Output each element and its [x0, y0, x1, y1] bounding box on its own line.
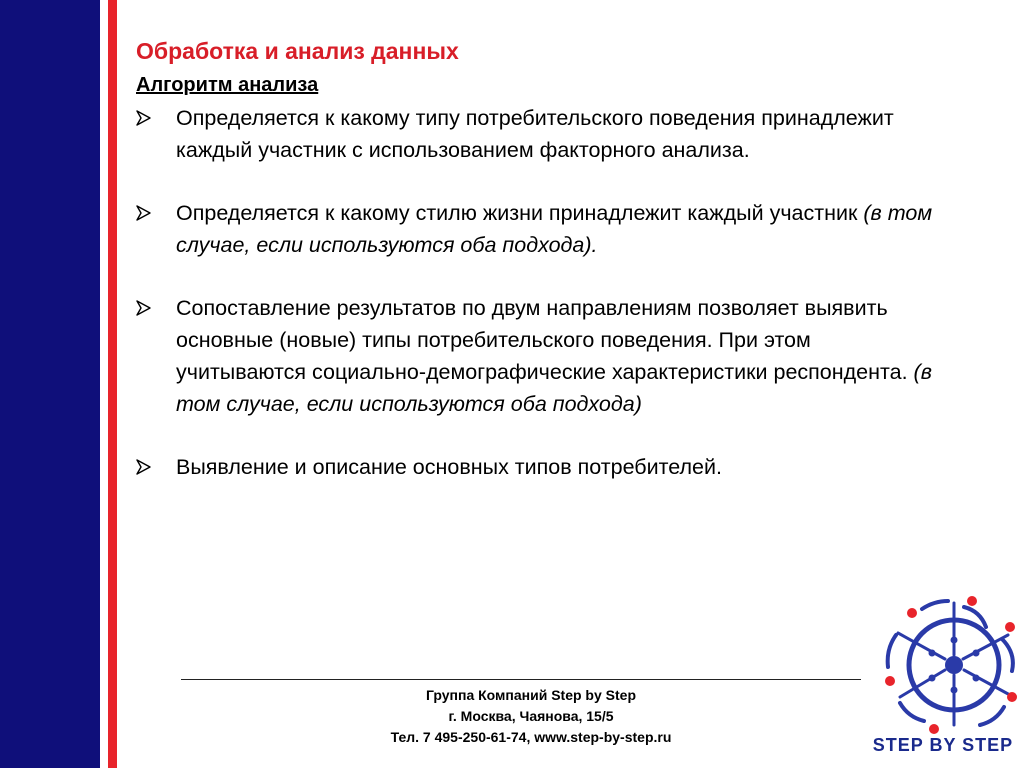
logo-text: STEP BY STEP: [872, 735, 1014, 755]
arrowhead-bullet-icon: [136, 292, 152, 324]
left-blue-band: [0, 0, 100, 768]
arrowhead-bullet-icon: [136, 451, 152, 483]
bullet-text: Определяется к какому типу потребительского поведения принадлежит каждый участник с использованием факторного анализа.: [176, 106, 894, 162]
bullet-text: Выявление и описание основных типов потребителей.: [176, 455, 722, 479]
footer-address: г. Москва, Чаянова, 15/5: [448, 708, 614, 724]
slide-title: Обработка и анализ данных: [136, 38, 459, 64]
arrowhead-bullet-icon: [136, 102, 152, 134]
footer-company: Группа Компаний Step by Step: [425, 687, 636, 703]
bullet-list: [136, 102, 936, 483]
arrowhead-bullet-icon: [136, 197, 152, 229]
bullet-item: [136, 292, 936, 420]
step-by-step-wheel-logo-icon: [868, 593, 1018, 735]
bullet-italic-note: (в том случае, если используются оба подхода): [176, 360, 932, 416]
footer-contacts: Тел. 7 495-250-61-74, www.step-by-step.ru: [390, 729, 672, 745]
left-red-stripe: [108, 0, 117, 768]
bullet-item: [136, 197, 936, 261]
footer: [300, 685, 762, 748]
bullet-item: [136, 102, 936, 166]
bullet-text: Сопоставление результатов по двум направлениям позволяет выявить основные (новые) типы потребительского поведения. При этом учитываются социально-демографические характеристики респондента.: [176, 296, 914, 384]
left-white-stripe: [100, 0, 108, 768]
bullet-item: [136, 451, 936, 483]
footer-divider: [181, 679, 861, 680]
company-logo: [868, 593, 1018, 765]
slide-subtitle: Алгоритм анализа: [136, 74, 319, 96]
bullet-italic-note: (в том случае, если используются оба подхода).: [176, 201, 933, 257]
bullet-text: Определяется к какому стилю жизни принадлежит каждый участник: [176, 201, 864, 225]
